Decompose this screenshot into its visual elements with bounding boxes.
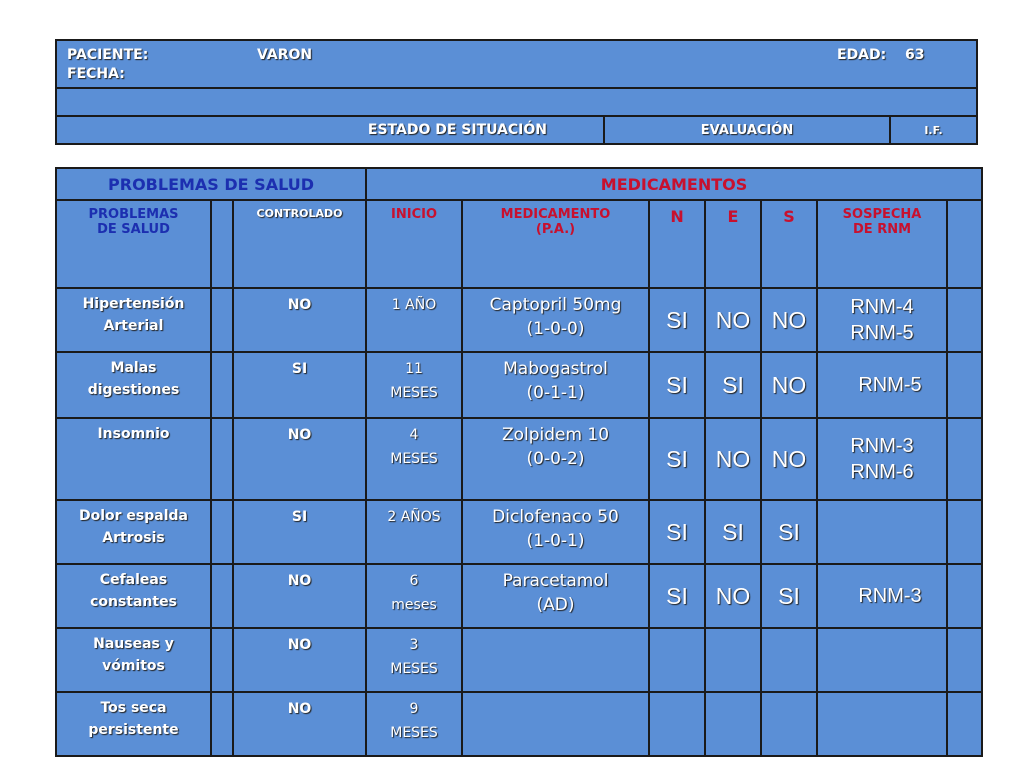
medicamento-line: Mabogastrol bbox=[503, 359, 608, 379]
evaluacion-label: EVALUACIÓN bbox=[604, 116, 890, 144]
medicamento-cell bbox=[462, 692, 649, 756]
col-problemas bbox=[56, 200, 211, 288]
medicamento-line: Captopril 50mg bbox=[489, 295, 622, 315]
col-s: S bbox=[761, 200, 817, 288]
problem-line: digestiones bbox=[87, 382, 180, 398]
rnm-cell bbox=[817, 288, 947, 352]
medicamento-line: (AD) bbox=[536, 595, 575, 615]
rnm-line: RNM-3 bbox=[858, 585, 922, 607]
blank-header-row bbox=[56, 88, 977, 116]
col-medicamento-line1: MEDICAMENTO bbox=[500, 207, 611, 222]
medicamento-line: Paracetamol bbox=[502, 571, 609, 591]
n-value-cell: SI bbox=[649, 500, 705, 564]
paciente-label: PACIENTE: bbox=[67, 47, 149, 63]
inicio-line: MESES bbox=[390, 385, 438, 401]
table-row bbox=[56, 628, 982, 692]
medicamento-cell bbox=[462, 564, 649, 628]
n-value-cell: SI bbox=[649, 352, 705, 418]
inicio-line: MESES bbox=[390, 725, 438, 741]
edad-value: 63 bbox=[905, 47, 925, 63]
n-value-cell: SI bbox=[649, 418, 705, 500]
spacer-cell bbox=[211, 500, 233, 564]
n-value-cell: SI bbox=[649, 564, 705, 628]
problem-line: Artrosis bbox=[102, 530, 165, 546]
controlado-cell: NO bbox=[233, 288, 366, 352]
inicio-line: 1 AÑO bbox=[391, 297, 437, 313]
e-value-cell bbox=[705, 692, 761, 756]
s-value-cell: NO bbox=[761, 352, 817, 418]
inicio-line: 6 bbox=[409, 573, 419, 589]
table-row bbox=[56, 352, 982, 418]
col-problemas-line2: DE SALUD bbox=[97, 222, 170, 237]
col-n: N bbox=[649, 200, 705, 288]
rnm-line: RNM-4 bbox=[850, 296, 914, 318]
paciente-value: VARON bbox=[257, 47, 313, 63]
medicamento-line: (0-1-1) bbox=[526, 383, 585, 403]
rnm-cell bbox=[817, 628, 947, 692]
rnm-line: RNM-5 bbox=[850, 322, 914, 344]
medicamento-cell bbox=[462, 628, 649, 692]
inicio-line: MESES bbox=[390, 661, 438, 677]
medicamento-cell bbox=[462, 418, 649, 500]
table-row bbox=[56, 564, 982, 628]
table-row bbox=[56, 500, 982, 564]
problem-cell bbox=[56, 564, 211, 628]
col-sospecha-line1: SOSPECHA bbox=[842, 207, 922, 222]
if-label: I.F. bbox=[890, 116, 977, 144]
problem-line: Insomnio bbox=[97, 426, 170, 442]
spacer-cell bbox=[947, 692, 982, 756]
spacer-cell bbox=[947, 628, 982, 692]
estado-situacion-label: ESTADO DE SITUACIÓN bbox=[56, 116, 604, 144]
rnm-line: RNM-6 bbox=[850, 461, 914, 483]
e-value-cell bbox=[705, 628, 761, 692]
col-sospecha bbox=[817, 200, 947, 288]
spacer-cell bbox=[947, 288, 982, 352]
problem-line: Cefaleas bbox=[99, 572, 168, 588]
e-value-cell: NO bbox=[705, 564, 761, 628]
section-medicamentos: MEDICAMENTOS bbox=[366, 168, 982, 200]
controlado-cell: NO bbox=[233, 692, 366, 756]
table-row bbox=[56, 418, 982, 500]
col-medicamento bbox=[462, 200, 649, 288]
problem-cell bbox=[56, 500, 211, 564]
s-value-cell: SI bbox=[761, 500, 817, 564]
spacer-cell bbox=[211, 418, 233, 500]
problem-cell bbox=[56, 692, 211, 756]
s-value-cell: SI bbox=[761, 564, 817, 628]
section-problemas: PROBLEMAS DE SALUD bbox=[56, 168, 366, 200]
inicio-cell bbox=[366, 628, 462, 692]
rnm-cell bbox=[817, 692, 947, 756]
rnm-cell bbox=[817, 352, 947, 418]
medicamento-cell bbox=[462, 500, 649, 564]
s-value-cell: NO bbox=[761, 288, 817, 352]
inicio-cell bbox=[366, 352, 462, 418]
e-value-cell: SI bbox=[705, 500, 761, 564]
e-value-cell: SI bbox=[705, 352, 761, 418]
health-problems-table bbox=[55, 167, 983, 757]
problem-line: Tos seca bbox=[100, 700, 167, 716]
spacer-cell bbox=[211, 692, 233, 756]
col-problemas-line1: PROBLEMAS bbox=[88, 207, 179, 222]
table-row bbox=[56, 692, 982, 756]
inicio-cell bbox=[366, 564, 462, 628]
col-inicio: INICIO bbox=[366, 200, 462, 288]
patient-info-cell bbox=[56, 40, 977, 88]
controlado-cell: NO bbox=[233, 564, 366, 628]
s-value-cell: NO bbox=[761, 418, 817, 500]
rnm-cell bbox=[817, 564, 947, 628]
problem-cell bbox=[56, 418, 211, 500]
s-value-cell bbox=[761, 692, 817, 756]
inicio-cell bbox=[366, 500, 462, 564]
spacer-cell bbox=[211, 564, 233, 628]
medicamento-cell bbox=[462, 288, 649, 352]
n-value-cell: SI bbox=[649, 288, 705, 352]
table-row bbox=[56, 288, 982, 352]
spacer-cell bbox=[947, 352, 982, 418]
problem-cell bbox=[56, 352, 211, 418]
spacer-cell bbox=[947, 200, 982, 288]
controlado-cell: NO bbox=[233, 628, 366, 692]
spacer-cell bbox=[947, 418, 982, 500]
problem-line: Hipertensión bbox=[82, 296, 185, 312]
inicio-cell bbox=[366, 692, 462, 756]
inicio-line: 9 bbox=[409, 701, 419, 717]
inicio-line: meses bbox=[391, 597, 437, 613]
inicio-line: 2 AÑOS bbox=[387, 509, 441, 525]
spacer-cell bbox=[211, 200, 233, 288]
problem-line: persistente bbox=[88, 722, 179, 738]
medicamento-line: (1-0-1) bbox=[526, 531, 585, 551]
controlado-cell: SI bbox=[233, 500, 366, 564]
s-value-cell bbox=[761, 628, 817, 692]
e-value-cell: NO bbox=[705, 288, 761, 352]
spacer-cell bbox=[211, 352, 233, 418]
n-value-cell bbox=[649, 628, 705, 692]
medicamento-line: (1-0-0) bbox=[526, 319, 585, 339]
medicamento-line: Diclofenaco 50 bbox=[492, 507, 619, 527]
problem-line: Nauseas y bbox=[93, 636, 174, 652]
controlado-cell: NO bbox=[233, 418, 366, 500]
col-medicamento-line2: (P.A.) bbox=[535, 222, 576, 237]
problem-cell bbox=[56, 288, 211, 352]
medicamento-cell bbox=[462, 352, 649, 418]
spacer-cell bbox=[947, 500, 982, 564]
inicio-line: 3 bbox=[409, 637, 419, 653]
n-value-cell bbox=[649, 692, 705, 756]
spacer-cell bbox=[211, 288, 233, 352]
inicio-line: 11 bbox=[405, 361, 423, 377]
medicamento-line: Zolpidem 10 bbox=[501, 425, 610, 445]
inicio-cell bbox=[366, 418, 462, 500]
problem-cell bbox=[56, 628, 211, 692]
medicamento-line: (0-0-2) bbox=[526, 449, 585, 469]
e-value-cell: NO bbox=[705, 418, 761, 500]
patient-header-table bbox=[55, 39, 978, 145]
fecha-label: FECHA: bbox=[67, 66, 125, 82]
problem-line: Malas bbox=[110, 360, 157, 376]
problem-line: vómitos bbox=[102, 658, 165, 674]
edad-label: EDAD: bbox=[837, 47, 887, 63]
rnm-line: RNM-5 bbox=[858, 374, 922, 396]
spacer-cell bbox=[211, 628, 233, 692]
controlado-cell: SI bbox=[233, 352, 366, 418]
rnm-line: RNM-3 bbox=[850, 435, 914, 457]
inicio-cell bbox=[366, 288, 462, 352]
inicio-line: 4 bbox=[409, 427, 419, 443]
spacer-cell bbox=[947, 564, 982, 628]
col-sospecha-line2: DE RNM bbox=[853, 222, 912, 237]
col-e: E bbox=[705, 200, 761, 288]
problem-line: Dolor espalda bbox=[79, 508, 188, 524]
problem-line: Arterial bbox=[103, 318, 164, 334]
rnm-cell bbox=[817, 418, 947, 500]
col-controlado: CONTROLADO bbox=[233, 200, 366, 288]
problem-line: constantes bbox=[90, 594, 177, 610]
rnm-cell bbox=[817, 500, 947, 564]
inicio-line: MESES bbox=[390, 451, 438, 467]
